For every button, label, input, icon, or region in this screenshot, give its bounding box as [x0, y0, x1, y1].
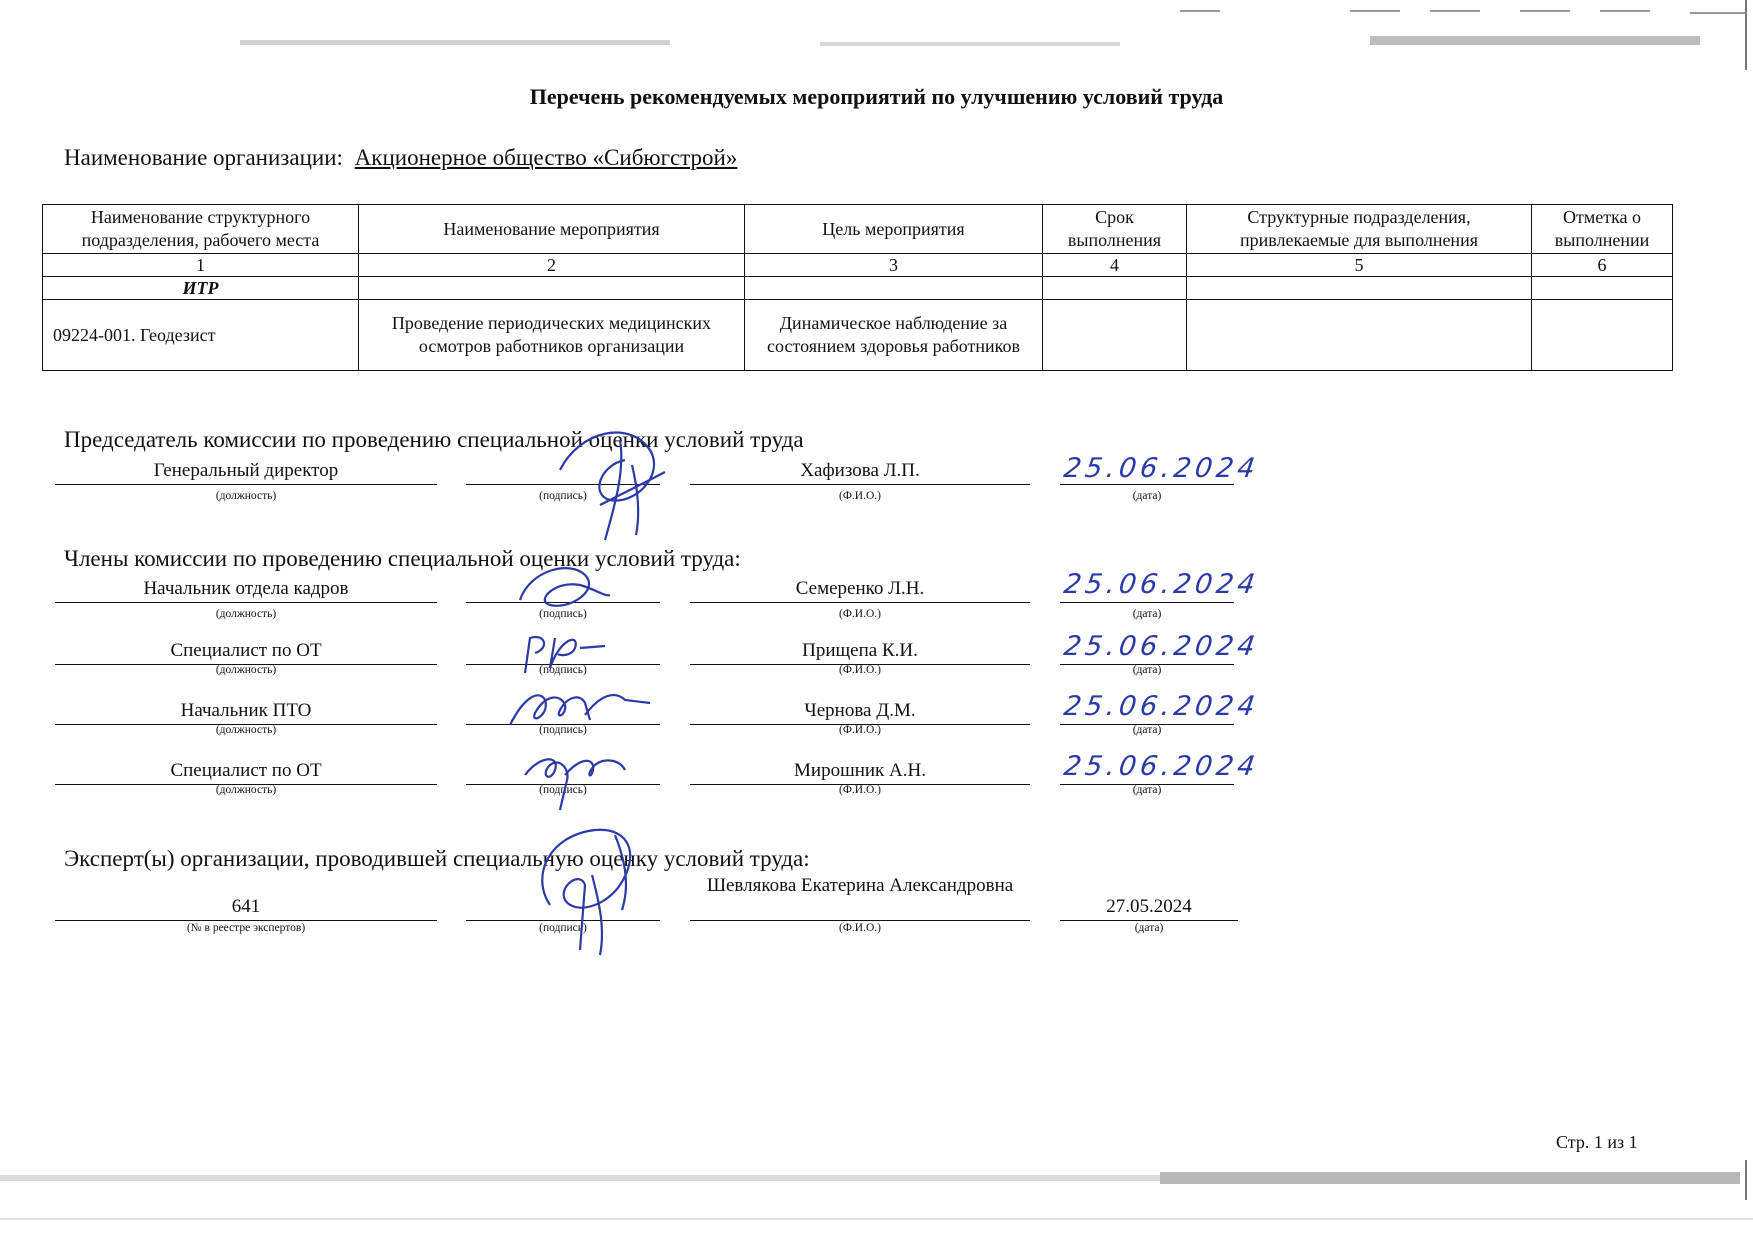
expert-date: 27.05.2024 — [1060, 894, 1238, 921]
chairman-position: Генеральный директор — [55, 458, 437, 485]
column-number-row — [43, 254, 1673, 277]
chairman-signature — [540, 410, 680, 550]
expert-name-line — [690, 894, 1030, 921]
caption-date: (дата) — [1134, 922, 1164, 934]
member-3-signature — [505, 685, 655, 735]
caption-date: (дата) — [1132, 664, 1162, 676]
member-name: Мирошник А.Н. — [690, 758, 1030, 785]
chairman-section-title: Председатель комиссии по проведению специальной оценки условий труда — [64, 427, 804, 452]
caption-fio: (Ф.И.О.) — [839, 608, 881, 620]
header-departments: Структурные подразделения, привлекаемые для выполнения — [1187, 205, 1532, 254]
caption-signature: (подпись) — [539, 724, 587, 736]
group-name: ИТР — [43, 277, 359, 300]
caption-signature: (подпись) — [539, 664, 587, 676]
caption-signature: (подпись) — [539, 608, 587, 620]
column-number: 6 — [1532, 254, 1673, 277]
scan-noise-top — [0, 0, 1753, 70]
header-workplace: Наименование структурного подразделения, рабочего места — [43, 205, 359, 254]
member-position: Начальник отдела кадров — [55, 576, 437, 603]
expert-section-title: Эксперт(ы) организации, проводившей специальную оценку условий труда: — [64, 846, 810, 871]
member-position: Специалист по ОТ — [55, 638, 437, 665]
chairman-name: Хафизова Л.П. — [690, 458, 1030, 485]
organization-line — [64, 145, 737, 171]
column-number: 3 — [745, 254, 1043, 277]
cell-measure: Проведение периодических медицинских осмотров работников организации — [359, 300, 745, 371]
caption-date: (дата) — [1132, 784, 1162, 796]
header-measure: Наименование мероприятия — [359, 205, 745, 254]
header-goal: Цель мероприятия — [745, 205, 1043, 254]
member-1-signature — [510, 555, 620, 615]
header-deadline: Срок выполнения — [1043, 205, 1187, 254]
caption-date: (дата) — [1132, 490, 1162, 502]
cell-workplace: 09224-001. Геодезист — [43, 300, 359, 371]
caption-fio: (Ф.И.О.) — [839, 664, 881, 676]
cell-mark — [1532, 300, 1673, 371]
member-date: 25.06.2024 — [1061, 631, 1261, 662]
caption-fio: (Ф.И.О.) — [839, 724, 881, 736]
column-number: 2 — [359, 254, 745, 277]
column-number: 4 — [1043, 254, 1187, 277]
member-date: 25.06.2024 — [1061, 691, 1261, 722]
caption-fio: (Ф.И.О.) — [839, 490, 881, 502]
expert-name: Шевлякова Екатерина Александровна — [706, 875, 1014, 896]
measures-table — [42, 204, 1673, 371]
caption-signature: (подпись) — [539, 784, 587, 796]
organization-label: Наименование организации: — [64, 145, 343, 170]
member-name: Чернова Д.М. — [690, 698, 1030, 725]
caption-date: (дата) — [1132, 608, 1162, 620]
caption-position: (должность) — [215, 664, 277, 676]
expert-signature — [520, 815, 650, 960]
column-number: 5 — [1187, 254, 1532, 277]
organization-name: Акционерное общество «Сибюгстрой» — [354, 145, 738, 170]
caption-signature: (подпись) — [539, 922, 587, 934]
page-number: Стр. 1 из 1 — [1556, 1132, 1638, 1152]
table-row — [43, 300, 1673, 371]
cell-deadline — [1043, 300, 1187, 371]
member-date: 25.06.2024 — [1061, 569, 1261, 600]
member-date: 25.06.2024 — [1061, 751, 1261, 782]
member-position: Специалист по ОТ — [55, 758, 437, 785]
expert-registry-number: 641 — [55, 894, 437, 921]
chairman-date: 25.06.2024 — [1061, 453, 1261, 484]
member-position: Начальник ПТО — [55, 698, 437, 725]
cell-goal: Динамическое наблюдение за состоянием здоровья работников — [745, 300, 1043, 371]
caption-date: (дата) — [1132, 724, 1162, 736]
header-mark: Отметка о выполнении — [1532, 205, 1673, 254]
cell-departments — [1187, 300, 1532, 371]
document-title: Перечень рекомендуемых мероприятий по улучшению условий труда — [529, 84, 1224, 109]
column-number: 1 — [43, 254, 359, 277]
member-4-signature — [505, 745, 635, 815]
table-header-row — [43, 205, 1673, 254]
caption-position: (должность) — [215, 784, 277, 796]
group-row — [43, 277, 1673, 300]
member-2-signature — [510, 628, 610, 678]
member-name: Прищепа К.И. — [690, 638, 1030, 665]
caption-position: (должность) — [215, 724, 277, 736]
members-section-title: Члены комиссии по проведению специальной оценки условий труда: — [64, 546, 741, 571]
caption-position: (должность) — [215, 490, 277, 502]
caption-fio: (Ф.И.О.) — [839, 922, 881, 934]
caption-registry: (№ в реестре экспертов) — [186, 922, 306, 934]
member-name: Семеренко Л.Н. — [690, 576, 1030, 603]
caption-fio: (Ф.И.О.) — [839, 784, 881, 796]
caption-position: (должность) — [215, 608, 277, 620]
caption-signature: (подпись) — [539, 490, 587, 502]
scan-noise-bottom — [0, 1160, 1753, 1240]
